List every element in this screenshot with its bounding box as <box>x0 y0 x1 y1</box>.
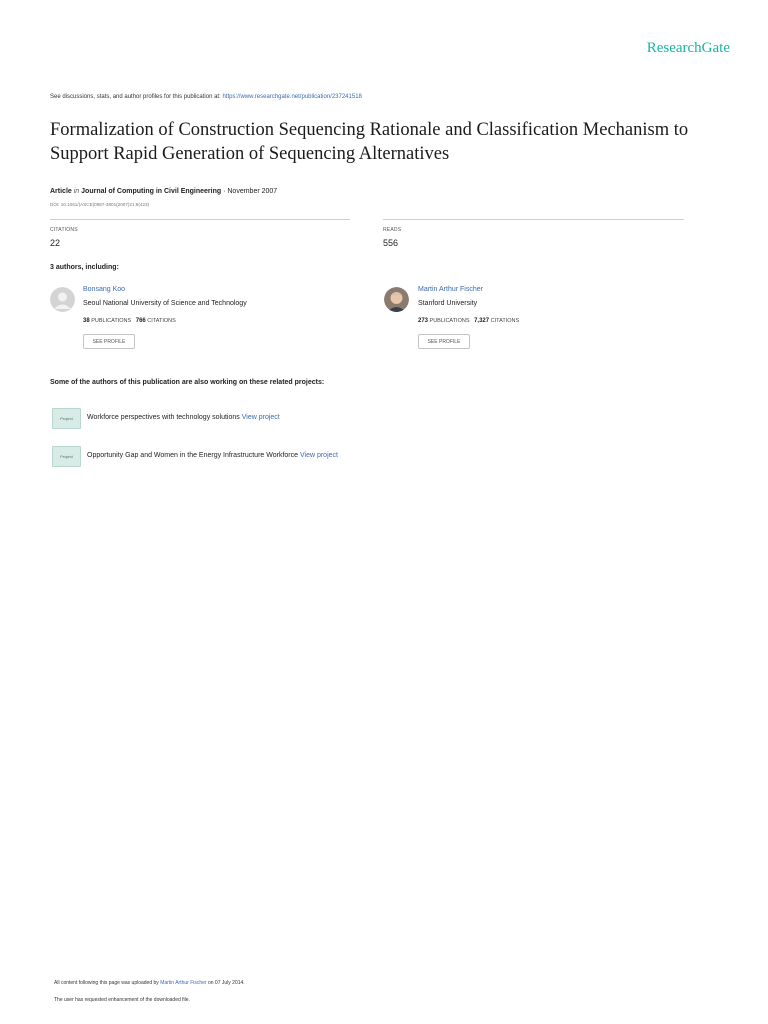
authors-heading: 3 authors, including: <box>50 264 119 271</box>
project-item <box>87 452 338 459</box>
publication-date: · November 2007 <box>221 188 278 195</box>
publication-url-link[interactable]: https://www.researchgate.net/publication/237241518 <box>222 94 362 100</box>
upload-notice <box>54 980 245 986</box>
project-title: Opportunity Gap and Women in the Energy Infrastructure Workforce <box>87 452 299 459</box>
author-publications-label: PUBLICATIONS <box>91 318 132 324</box>
author-affiliation: Stanford University <box>418 300 478 307</box>
related-projects-heading: Some of the authors of this publication are also working on these related projects: <box>50 379 325 386</box>
reads-value: 556 <box>383 238 399 248</box>
author-stats <box>418 318 519 324</box>
divider-right <box>383 219 684 220</box>
project-folder-icon <box>52 446 81 467</box>
enhancement-note: The user has requested enhancement of the downloaded file. <box>54 997 190 1003</box>
author-photo-icon[interactable] <box>384 287 409 312</box>
publication-meta <box>50 188 277 195</box>
author-publications-label: PUBLICATIONS <box>429 318 470 324</box>
view-project-link[interactable]: View project <box>241 414 280 421</box>
author-citations-count: 7,327 <box>474 318 490 324</box>
author-citations-label: CITATIONS <box>490 318 520 324</box>
citations-label: CITATIONS <box>50 227 78 233</box>
view-project-link[interactable]: View project <box>299 452 338 459</box>
publication-title: Formalization of Construction Sequencing Rationale and Classification Mechanism to Support Rapid Generation of Sequencing Alternatives <box>50 120 689 164</box>
in-word: in <box>73 188 80 195</box>
citations-value: 22 <box>50 238 61 248</box>
upload-prefix: All content following this page was uploaded by <box>54 980 159 986</box>
author-citations-count: 766 <box>135 318 146 324</box>
project-icon-label: Project <box>60 454 73 459</box>
discussion-text: See discussions, stats, and author profiles for this publication at: <box>50 94 221 100</box>
author-citations-label: CITATIONS <box>147 318 176 324</box>
publication-doi: DOI: 10.1061/(ASCE)0887-3801(2007)21:6(423) <box>50 202 150 207</box>
author-affiliation: Seoul National University of Science and Technology <box>83 300 247 307</box>
author-publications-count: 273 <box>418 318 429 324</box>
divider-left <box>50 219 350 220</box>
see-profile-button[interactable]: SEE PROFILE <box>83 334 135 349</box>
see-profile-button[interactable]: SEE PROFILE <box>418 334 470 349</box>
project-folder-icon <box>52 408 81 429</box>
upload-suffix: on 07 July 2014. <box>207 980 245 986</box>
project-icon-label: Project <box>60 416 73 421</box>
uploader-link[interactable]: Martin Arthur Fischer <box>160 980 207 986</box>
avatar-placeholder-icon[interactable] <box>50 287 75 312</box>
project-title: Workforce perspectives with technology solutions <box>87 414 240 421</box>
project-item <box>87 414 280 421</box>
author-publications-count: 38 <box>83 318 90 324</box>
reads-label: READS <box>383 227 402 233</box>
researchgate-logo[interactable]: ResearchGate <box>646 40 730 56</box>
author-stats <box>83 318 176 324</box>
author-name-link[interactable]: Martin Arthur Fischer <box>418 286 483 293</box>
publication-type: Article <box>50 188 72 195</box>
discussion-notice <box>50 94 362 100</box>
author-name-link[interactable]: Bonsang Koo <box>83 286 126 293</box>
journal-name: Journal of Computing in Civil Engineering <box>81 188 222 195</box>
